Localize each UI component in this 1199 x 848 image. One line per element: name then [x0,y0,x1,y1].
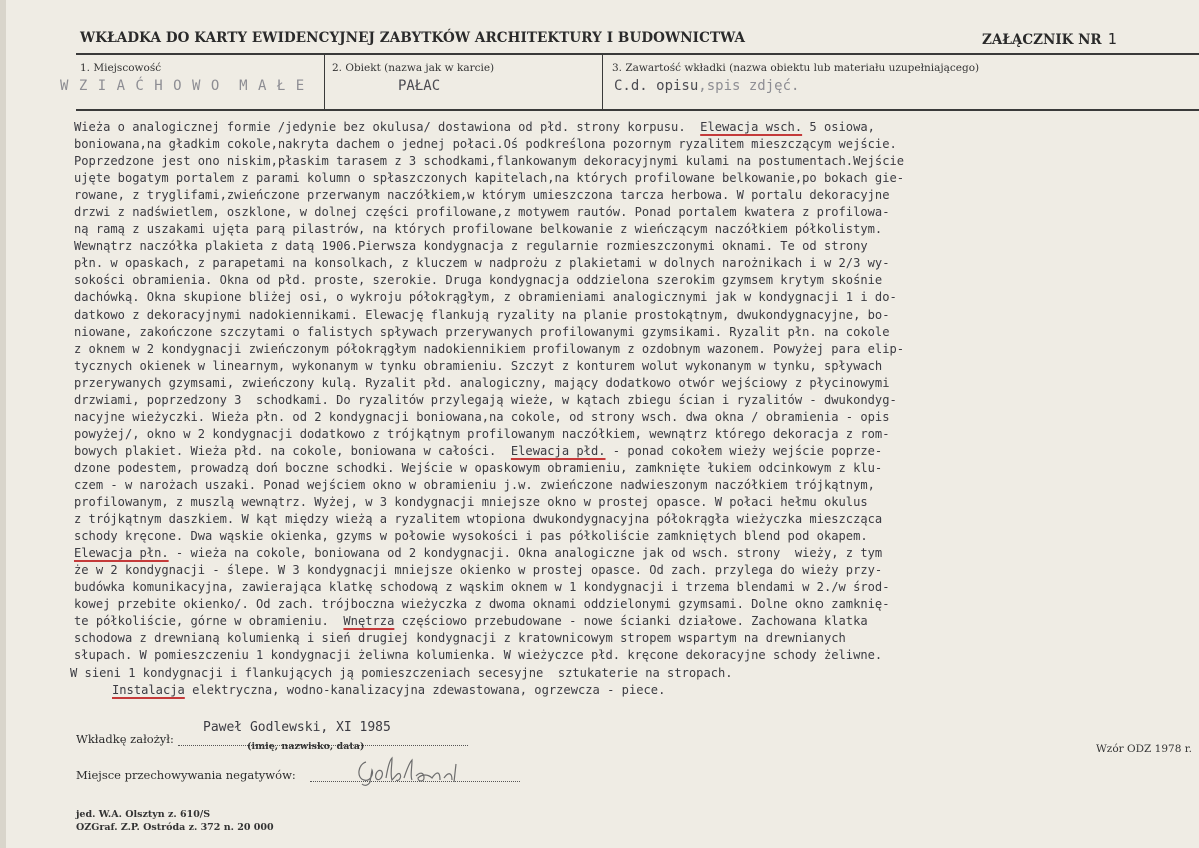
text-segment: 5 osiowa, [802,120,875,134]
text-line: z trójkątnym daszkiem. W kąt między wieżą a ryzalitem wtopiona dwukondygnacyjna półokrągła wieżyczka mieszcząca [74,512,883,527]
text-segment: elektryczna, wodno-kanalizacyjna zdewastowana, ogrzewcza - piece. [184,682,666,697]
text-line [74,119,1192,136]
text-line: dachówką. Okna skupione bliżej osi, o wykroju półokrągłym, z obramieniami analogicznymi jak w kondygnacji 1 i do- [74,290,897,305]
negatives-location-label: Miejsce przechowywania negatywów: [76,768,296,782]
print-info-line-1: jed. W.A. Olsztyn z. 610/S [76,809,211,820]
text-line: kowej przebite okienko/. Od zach. trójboczna wieżyczka z dwoma oknami oddzielonymi gzymsami. Dolne okno zamknię- [74,597,890,612]
created-by-label: Wkładkę założył: [76,732,174,746]
text-line: Poprzedzone jest ono niskim,płaskim tarasem z 3 schodkami,flankowanym dekoracyjnymi kulami na postumentach.Wejście [74,154,905,169]
text-line: przerywanych gzymsami, zwieńczony kulą. Ryzalit płd. analogiczny, mający dodatkowo otwór wejściowy z płycinowymi [74,375,890,390]
text-line: drzwiami, poprzedzony 3 schodkami. Do ryzalitów przylegają wieże, w kątach zbiegu ścian i ryzalitów - dwukondyg- [74,392,897,407]
text-line: z oknem w 2 kondygnacji zwieńczonym półokrągłym nadokiennikiem profilowanym z ozdobnym wazonem. Powyżej para elip- [74,341,905,356]
place-label: 1. Miejscowość [80,62,162,74]
underlined-heading: Elewacja płd. [510,443,606,458]
text-line: budówka komunikacyjna, zawierająca klatkę schodową z wąskim oknem w 1 kondygnacji i trzema blendami w 2./w środ- [74,580,890,595]
text-line: ną ramą z uszakami ujęta parą pilastrów, na których profilowane belkowanie z wieńczącym naczółkiem półkolistym. [74,222,883,237]
text-line: że w 2 kondygnacji - ślepe. W 3 kondygnacji mniejsze okienko w prostej opasce. Od zach. przylega do wieży przy- [74,563,883,578]
header-rule [76,53,1199,55]
text-line: datkowo z dekoracyjnymi nadokiennikami. Elewację flankują ryzality na planie prostokątnym, dwukondygnacyjne, bo- [74,307,890,322]
text-line: czem - w narożach uszaki. Ponad wejściem okno w obramieniu j.w. zwieńczone nadwieszonym naczółkiem trójkątnym, [74,477,875,492]
created-by-hint: (imię, nazwisko, data) [247,741,365,752]
text-line: dzone podestem, prowadzą doń boczne schodki. Wejście w opaskowym obramieniu, zamknięte łukiem odcinkowym z klu- [74,460,883,475]
text-segment: te półkoliście, górne w obramieniu. [74,614,344,629]
text-segment: Wieża o analogicznej formie /jedynie bez okulusa/ dostawiona od płd. strony korpusu. [74,120,701,134]
contents-value-faint: ,spis zdjęć. [698,78,800,94]
text-line [74,443,1192,460]
contents-value-main: C.d. opisu [614,78,699,94]
annex-label-text: ZAŁĄCZNIK NR [982,32,1102,48]
text-line: drzwi z nadświetlem, oszklone, w dolnej części profilowane,z motywem rautów. Ponad portalem kwatera z profilowa- [74,205,890,220]
form-model-number: Wzór ODZ 1978 r. [1096,743,1192,755]
text-line: płn. w opaskach, z parapetami na konsolkach, z kluczem w nadprożu z plakietami w dolnych narożnikach i w 2/3 wy- [74,256,890,271]
contents-value [614,78,799,94]
card-edge [0,0,6,848]
text-line: Wewnątrz naczółka plakieta z datą 1906.Pierwsza kondygnacja z regularnie rozmieszczonymi oknami. Te od strony [74,239,868,254]
text-line: ujęte bogatym portalem z parami kolumn o spłaszczonych kapitelach,na których profilowane belkowanie,po bokach gie- [74,171,905,186]
created-by-value: Paweł Godlewski, XI 1985 [203,720,391,735]
text-line: profilowanym, z muszlą wewnątrz. Wyżej, w 3 kondygnacji mniejsze okno w prostej opasce. W połaci hełmu okulus [74,495,868,510]
field-divider-1 [324,54,325,109]
underlined-heading: Elewacja wsch. [700,120,803,134]
text-line [112,682,1192,699]
text-segment: bowych plakiet. Wieża płd. na cokole, boniowana w całości. [74,443,511,458]
description-body [70,119,1192,699]
text-segment: częściowo przebudowane - nowe ścianki działowe. Zachowana klatka [394,614,868,629]
object-value: PAŁAC [398,78,441,94]
text-line: W sieni 1 kondygnacji i flankujących ją pomieszczeniach secesyjne sztukaterie na stropach. [70,665,733,680]
text-line: rowane, z tryglifami,zwieńczone przerwanym naczółkiem,w którym umieszczona tarcza herbowa. W portalu dekoracyjne [74,188,890,203]
contents-label: 3. Zawartość wkładki (nazwa obiektu lub materiału uzupełniającego) [612,62,980,74]
underlined-heading: Wnętrza [343,614,395,629]
text-line [74,545,1192,562]
text-line: powyżej/, okno w 2 kondygnacji dodatkowo z trójkątnym profilowanym naczółkiem, wewnątrz którego dekoracja z rom- [74,426,890,441]
text-line: boniowana,na gładkim cokole,nakryta dachem o jednej połaci.Oś podkreślona pozornym ryzalitem mieszczącym wejście. [74,137,897,152]
fields-rule [76,109,1199,111]
text-segment: - ponad cokołem wieży wejście poprze- [605,443,883,458]
text-line: schodowa z drewnianą kolumienką i sień drugiej kondygnacji z kratownicowym stropem wspartym na drewnianych [74,631,846,646]
card-title: WKŁADKA DO KARTY EWIDENCYJNEJ ZABYTKÓW ARCHITEKTURY I BUDOWNICTWA [80,30,746,46]
text-line: niowane, zakończone szczytami o falistych spływach przerywanych profilowanymi gzymsikami. Ryzalit płn. na cokole [74,324,890,339]
print-info-line-2: OZGraf. Z.P. Ostróda z. 372 n. 20 000 [76,822,274,833]
text-line: schody kręcone. Dwa wąskie okienka, gzyms w połowie wysokości i pas półkoliście zamkniętych blend pod okapem. [74,529,868,544]
underlined-heading: Instalacja [112,682,185,697]
handwritten-signature [352,752,472,788]
text-line: tycznych okienek w linearnym, wykonanym w tynku obramieniu. Szczyt z konturem wolut wykonanym w tynku, spływach [74,358,883,373]
place-value: W Z I A Ć H O W O M A Ł E [60,78,306,94]
text-line: słupach. W pomieszczeniu 1 kondygnacji żeliwna kolumienka. W wieżyczce płd. kręcone dekoracyjne schody żeliwne. [74,648,883,663]
text-line: sokości obramienia. Okna od płd. proste, szerokie. Druga kondygnacja oddzielona szerokim gzymsem krytym skośnie [74,273,883,288]
field-divider-2 [602,54,603,109]
text-segment: - wieża na cokole, boniowana od 2 kondygnacji. Okna analogiczne jak od wsch. strony wieży, z tym [168,546,883,561]
annex-number: 1 [1107,30,1117,48]
object-label: 2. Obiekt (nazwa jak w karcie) [332,62,495,74]
annex-label [982,30,1117,48]
text-line [74,613,1192,630]
underlined-heading: Elewacja płn. [74,546,169,561]
text-line: nacyjne wieżyczki. Wieża płn. od 2 kondygnacji boniowana,na cokole, od strony wsch. dwa okna / obramienia - opis [74,409,890,424]
